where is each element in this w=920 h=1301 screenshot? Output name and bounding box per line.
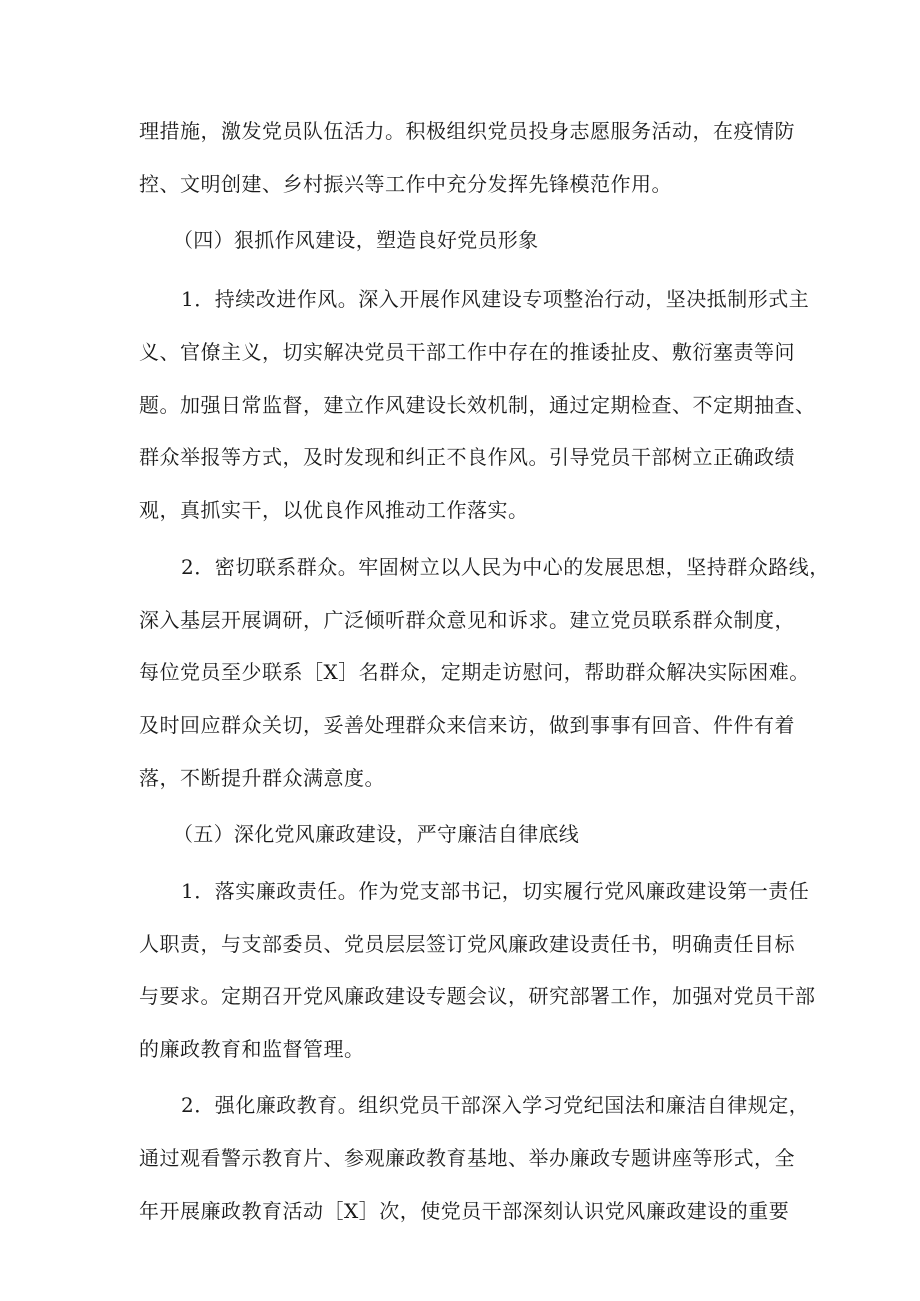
body-line: 控、文明创建、乡村振兴等工作中充分发挥先锋模范作用。 xyxy=(139,172,672,196)
body-line: 1．持续改进作风。深入开展作风建设专项整治行动，坚决抵制形式主 xyxy=(181,287,810,311)
body-line: 2．强化廉政教育。组织党员干部深入学习党纪国法和廉洁自律规定， xyxy=(181,1093,810,1117)
body-line: 每位党员至少联系［X］名群众，定期走访慰问，帮助群众解决实际困难。 xyxy=(139,660,810,684)
body-line: 观，真抓实干，以优良作风推动工作落实。 xyxy=(139,498,529,522)
body-line: 义、官僚主义，切实解决党员干部工作中存在的推诿扯皮、敷衍塞责等问 xyxy=(139,340,795,364)
body-line: 理措施，激发党员队伍活力。积极组织党员投身志愿服务活动，在疫情防 xyxy=(139,119,795,143)
body-line: 与要求。定期召开党风廉政建设专题会议，研究部署工作，加强对党员干部 xyxy=(139,984,816,1008)
body-line: 1．落实廉政责任。作为党支部书记，切实履行党风廉政建设第一责任 xyxy=(181,879,810,903)
body-line: 的廉政教育和监督管理。 xyxy=(139,1037,365,1061)
section-heading-4: （四）狠抓作风建设，塑造良好党员形象 xyxy=(173,228,539,252)
body-line: 落，不断提升群众满意度。 xyxy=(139,766,385,790)
body-line: 2．密切联系群众。牢固树立以人民为中心的发展思想，坚持群众路线， xyxy=(181,555,830,579)
body-line: 通过观看警示教育片、参观廉政教育基地、举办廉政专题讲座等形式，全 xyxy=(139,1146,795,1170)
body-line: 及时回应群众关切，妥善处理群众来信来访，做到事事有回音、件件有着 xyxy=(139,713,795,737)
body-line: 年开展廉政教育活动［X］次，使党员干部深刻认识党风廉政建设的重要 xyxy=(139,1199,790,1223)
body-line: 题。加强日常监督，建立作风建设长效机制，通过定期检查、不定期抽查、 xyxy=(139,393,816,417)
body-line: 深入基层开展调研，广泛倾听群众意见和诉求。建立党员联系群众制度， xyxy=(139,608,795,632)
section-heading-5: （五）深化党风廉政建设，严守廉洁自律底线 xyxy=(173,822,579,846)
body-line: 群众举报等方式，及时发现和纠正不良作风。引导党员干部树立正确政绩 xyxy=(139,445,795,469)
body-line: 人职责，与支部委员、党员层层签订党风廉政建设责任书，明确责任目标 xyxy=(139,932,795,956)
